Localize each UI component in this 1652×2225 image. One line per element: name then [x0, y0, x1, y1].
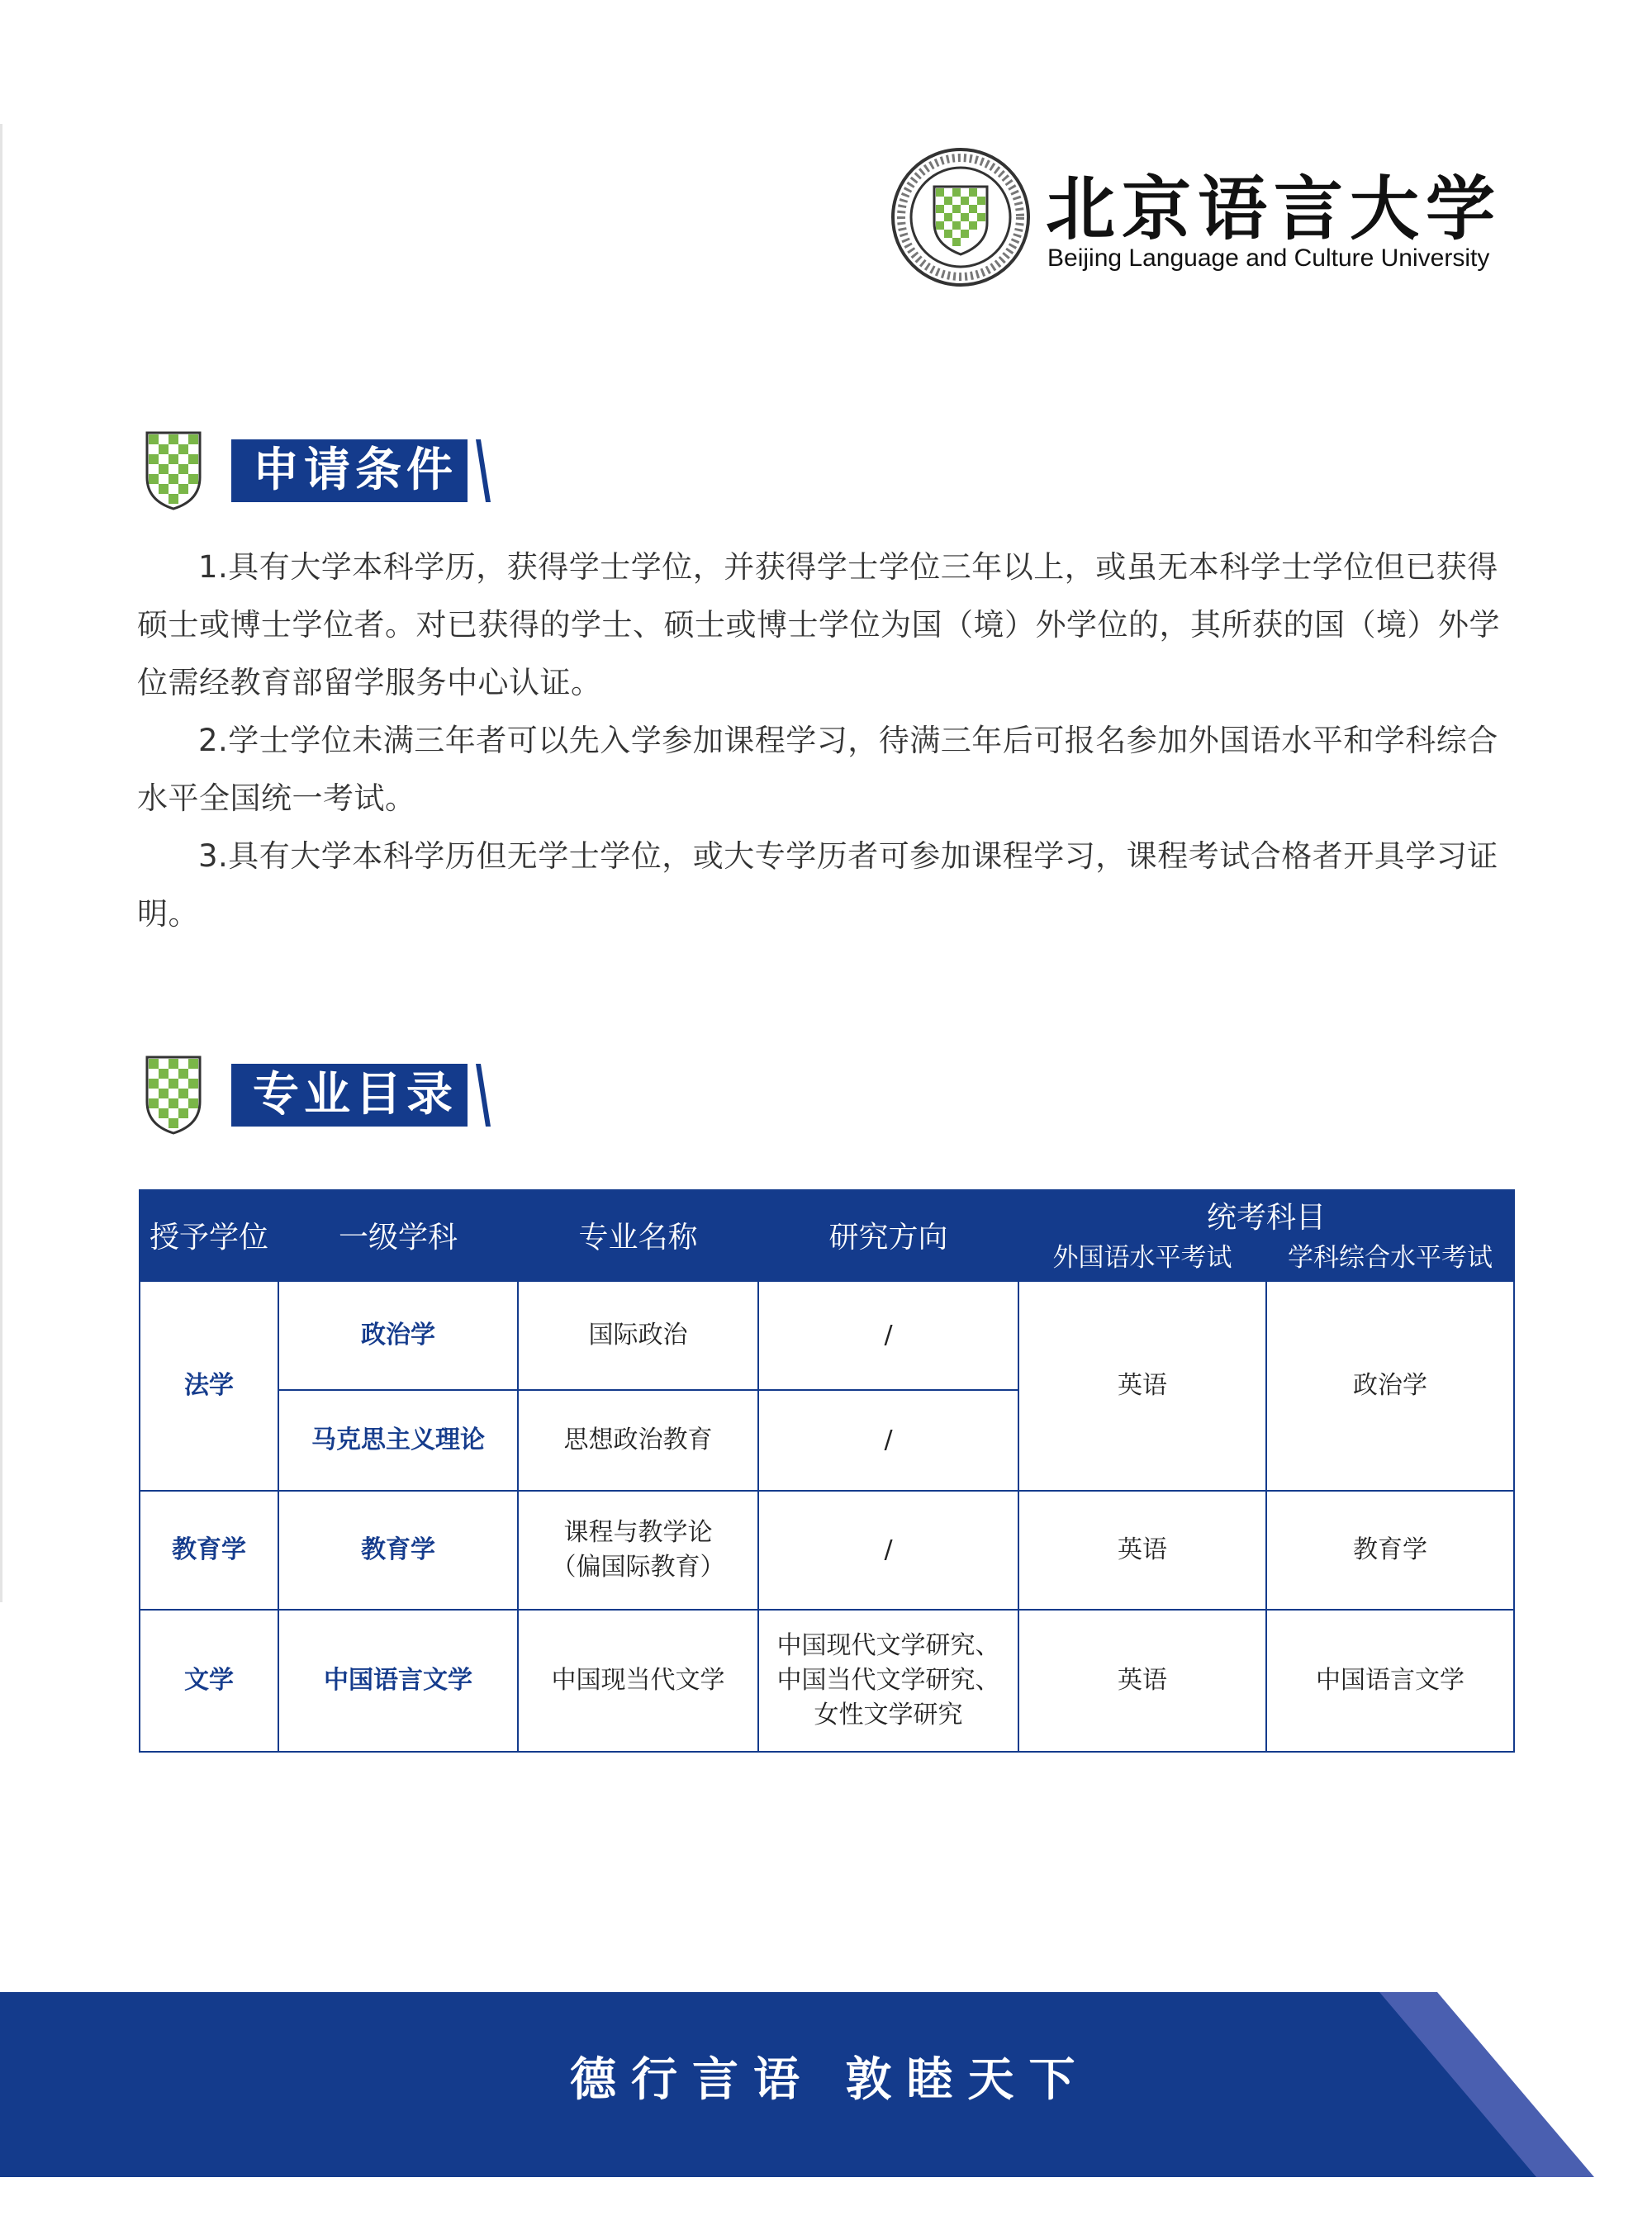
- cell-major: [518, 1491, 758, 1610]
- table-row: [140, 1610, 1514, 1752]
- cell-degree: 法学: [140, 1281, 278, 1491]
- header-direction: 研究方向: [758, 1189, 1018, 1281]
- cell-exam-subject: 中国语言文学: [1266, 1610, 1514, 1752]
- cell-discipline: 教育学: [278, 1491, 518, 1610]
- cell-exam-language: 英语: [1018, 1610, 1266, 1752]
- header-major: 专业名称: [518, 1189, 758, 1281]
- university-seal-icon: [890, 147, 1031, 287]
- cell-discipline: 马克思主义理论: [278, 1390, 518, 1491]
- shield-icon: [145, 1056, 202, 1135]
- cell-exam-subject: 教育学: [1266, 1491, 1514, 1610]
- cell-direction: /: [758, 1491, 1018, 1610]
- majors-table: [139, 1189, 1515, 1753]
- cell-degree: 教育学: [140, 1491, 278, 1610]
- cell-direction: /: [758, 1390, 1018, 1491]
- header-exam-subject: 学科综合水平考试: [1266, 1236, 1514, 1281]
- cell-direction-line: 中国当代文学研究、: [776, 1666, 1000, 1695]
- cell-major-line: 课程与教学论: [563, 1518, 713, 1547]
- section-title: 申请条件: [231, 439, 468, 502]
- cell-direction-line: 中国现代文学研究、: [776, 1631, 1000, 1660]
- section-heading-majors: [145, 1056, 517, 1135]
- cell-major: 中国现当代文学: [518, 1610, 758, 1752]
- table-row: [140, 1491, 1514, 1610]
- university-logo: [890, 147, 1518, 287]
- requirement-paragraph-3: 3.具有大学本科学历但无学士学位，或大专学历者可参加课程学习，课程考试合格者开具学习证明。: [137, 838, 1498, 932]
- table-row: [140, 1281, 1514, 1390]
- cell-direction: [758, 1610, 1018, 1752]
- requirements-text: [137, 538, 1517, 943]
- cell-major: 国际政治: [518, 1281, 758, 1390]
- cell-major-line: （偏国际教育）: [551, 1553, 725, 1582]
- left-edge-line: [0, 124, 2, 1602]
- section-title: 专业目录: [231, 1064, 468, 1127]
- footer-motto: 德行言语 敦睦天下: [570, 2053, 1090, 2107]
- cell-direction-line: 女性文学研究: [814, 1701, 963, 1729]
- cell-exam-subject: 政治学: [1266, 1281, 1514, 1491]
- header-degree: 授予学位: [140, 1189, 278, 1281]
- requirement-paragraph-1: 1.具有大学本科学历，获得学士学位，并获得学士学位三年以上，或虽无本科学士学位但已获得硕士或博士学位者。对已获得的学士、硕士或博士学位为国（境）外学位的，其所获的国（境）外学位需经教育部留学服务中心认证。: [137, 549, 1500, 700]
- cell-exam-language: 英语: [1018, 1491, 1266, 1610]
- shield-icon: [145, 431, 202, 510]
- header-exam-group: 统考科目: [1018, 1189, 1514, 1236]
- cell-direction: /: [758, 1281, 1018, 1390]
- cell-major: 思想政治教育: [518, 1390, 758, 1491]
- title-slash-decoration: [476, 1064, 491, 1127]
- requirement-paragraph-2: 2.学士学位未满三年者可以先入学参加课程学习，待满三年后可报名参加外国语水平和学科综合水平全国统一考试。: [137, 723, 1498, 816]
- cell-discipline: 中国语言文学: [278, 1610, 518, 1752]
- logo-english-name: Beijing Language and Culture University: [1047, 244, 1490, 272]
- title-slash-decoration: [476, 439, 491, 502]
- logo-chinese-name: 北京语言大学: [1046, 168, 1502, 249]
- section-heading-requirements: [145, 431, 517, 510]
- footer-banner: [0, 1992, 1652, 2177]
- cell-discipline: 政治学: [278, 1281, 518, 1390]
- header-discipline: 一级学科: [278, 1189, 518, 1281]
- cell-degree: 文学: [140, 1610, 278, 1752]
- cell-exam-language: 英语: [1018, 1281, 1266, 1491]
- header-exam-language: 外国语水平考试: [1018, 1236, 1266, 1281]
